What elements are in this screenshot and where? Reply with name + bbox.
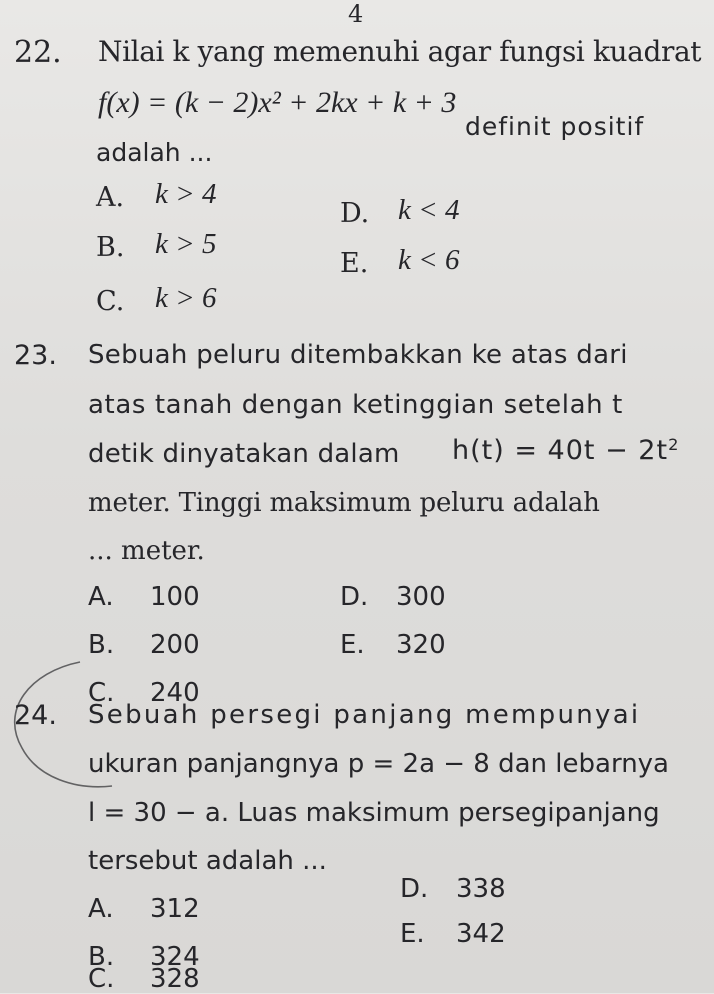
option-b-value: 200 [150,630,200,660]
length-formula: p = 2a − 8 [347,749,490,779]
width-formula: l = 30 − a. [88,798,230,828]
option-e-label: E. [340,630,365,660]
option-d-label: D. [400,874,429,904]
question-number: 24. [14,700,57,731]
option-c-value: 328 [150,964,200,994]
option-a-value: 312 [150,894,200,924]
line-2-suffix: dan lebarnya [498,749,669,779]
question-number: 22. [14,35,62,70]
option-b-value: k > 5 [155,228,217,260]
option-c-label: C. [88,678,115,708]
option-b-label: B. [88,630,115,660]
question-text-line-3: detik dinyatakan dalam [88,439,400,469]
option-a-label: A. [88,894,114,924]
question-text-line-2: atas tanah dengan ketinggian setelah t [88,390,623,420]
question-text-line-1: Sebuah peluru ditembakkan ke atas dari [88,340,628,370]
option-d-value: 300 [396,582,446,612]
question-text-line-3 [88,800,660,826]
option-a-label: A. [96,182,125,213]
question-text-line-1: Nilai k yang memenuhi agar fungsi kuadrat [98,35,702,68]
option-a-label: A. [88,582,114,612]
page-number: 4 [348,0,364,28]
height-formula-text: $h(t) = 40t - 2t^2$ [452,435,680,466]
option-b-label: B. [88,942,115,972]
option-d-label: D. [340,198,370,229]
option-b-value: 324 [150,942,200,972]
option-d-value: k < 4 [398,194,460,226]
option-d-label: D. [340,582,369,612]
height-formula [452,437,679,464]
option-d-value: 338 [456,874,506,904]
option-e-value: 320 [396,630,446,660]
question-text-line-5: ... meter. [88,536,205,566]
line-2-prefix: ukuran panjangnya [88,749,340,779]
question-text-line-3: adalah ... [96,138,213,167]
option-b-label: B. [96,232,125,263]
option-c-value: k > 6 [155,282,217,314]
question-number: 23. [14,340,57,371]
question-text-line-4: meter. Tinggi maksimum peluru adalah [88,488,600,518]
option-c-label: C. [88,964,115,994]
option-e-value: k < 6 [398,244,460,276]
option-e-label: E. [400,919,425,949]
question-text-line-2: definit positif [465,112,645,141]
function-formula: f(x) = (k − 2)x² + 2kx + k + 3 [98,86,457,119]
question-text-line-1: Sebuah persegi panjang mempunyai [88,700,641,730]
option-c-value: 240 [150,678,200,708]
option-a-value: 100 [150,582,200,612]
option-e-label: E. [340,248,369,279]
line-3-suffix: Luas maksimum persegipanjang [237,798,660,828]
option-e-value: 342 [456,919,506,949]
question-text-line-2 [88,751,669,777]
option-a-value: k > 4 [155,178,217,210]
question-text-line-4: tersebut adalah ... [88,846,327,876]
option-c-label: C. [96,286,125,317]
